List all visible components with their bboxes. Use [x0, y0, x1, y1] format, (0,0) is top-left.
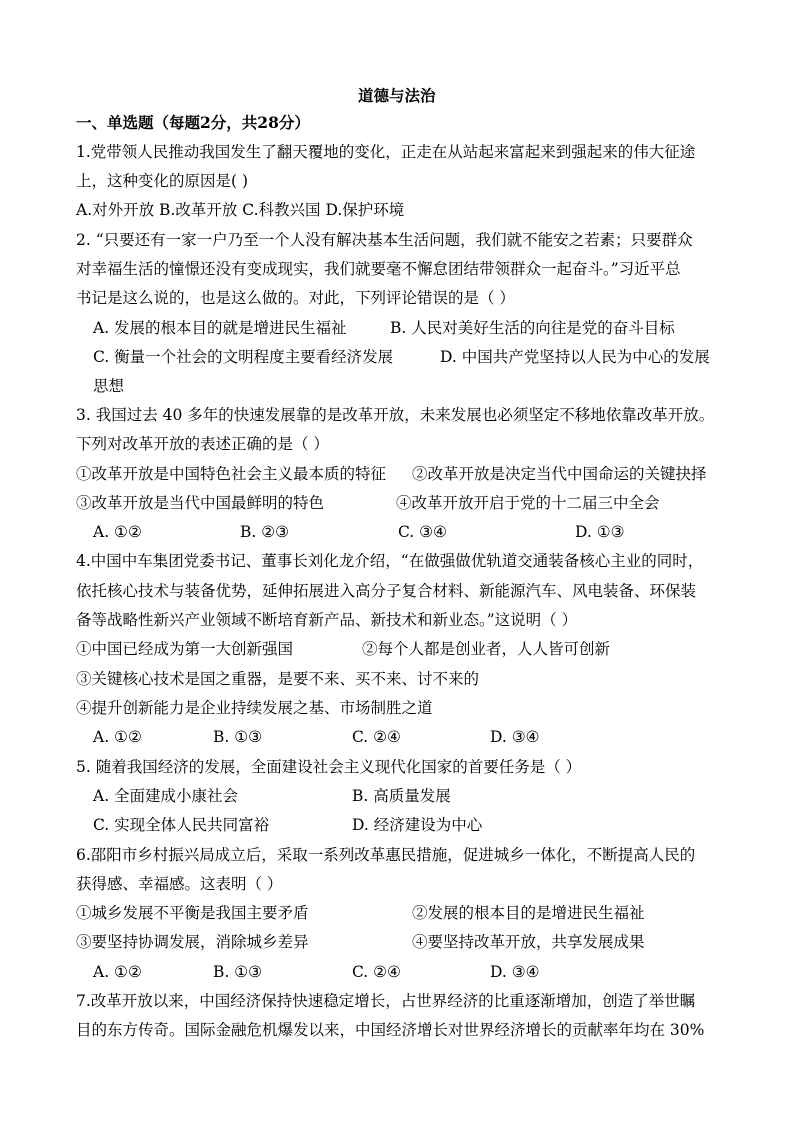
q3-stem-line-1: 3. 我国过去 40 多年的快速发展靠的是改革开放，未来发展也必须坚定不移地依靠改革开放。 [76, 406, 715, 424]
q3-option-d: D. ①③ [575, 523, 625, 541]
q2-stem-line-3: 书记是这么说的，也是这么做的。对此，下列评论错误的是（ ） [76, 289, 515, 307]
q6-option-c: C. ②④ [352, 963, 401, 981]
q1-stem-line-1: 1.党带领人民推动我国发生了翻天覆地的变化，正走在从站起来富起来到强起来的伟大征途 [76, 143, 696, 161]
q3-item-2: ②改革开放是决定当代中国命运的关键抉择 [412, 465, 707, 483]
q4-item-1: ①中国已经成为第一大创新强国 [76, 640, 294, 658]
q2-option-b: B. 人民对美好生活的向往是党的奋斗目标 [390, 319, 675, 337]
q2-option-c: C. 衡量一个社会的文明程度主要看经济发展 [93, 348, 394, 366]
q6-option-a: A. ①② [93, 963, 142, 981]
q6-option-b: B. ①③ [213, 963, 263, 981]
q3-option-a: A. ①② [93, 523, 142, 541]
q4-option-a: A. ①② [93, 728, 142, 746]
q5-option-c: C. 实现全体人民共同富裕 [93, 816, 270, 834]
q5-option-d: D. 经济建设为中心 [352, 816, 483, 834]
q3-item-3: ③改革开放是当代中国最鲜明的特色 [76, 494, 325, 512]
q7-stem-line-2: 目的东方传奇。国际金融危机爆发以来，中国经济增长对世界经济增长的贡献率年均在 30% [76, 1021, 705, 1039]
q2-option-d: D. 中国共产党坚持以人民为中心的发展 [440, 348, 710, 366]
q4-option-b: B. ①③ [213, 728, 263, 746]
q4-stem-line-3: 备等战略性新兴产业领域不断培育新产品、新技术和新业态。”这说明（ ） [76, 611, 578, 629]
q3-item-1: ①改革开放是中国特色社会主义最本质的特征 [76, 465, 387, 483]
q4-stem-line-1: 4.中国中车集团党委书记、董事长刘化龙介绍，“在做强做优轨道交通装备核心主业的同时， [76, 552, 704, 570]
q6-option-d: D. ③④ [490, 963, 540, 981]
q3-item-4: ④改革开放开启于党的十二届三中全会 [396, 494, 660, 512]
q2-stem-line-1: 2. “只要还有一家一户乃至一个人没有解决基本生活问题，我们就不能安之若素；只要群众 [76, 231, 693, 249]
q4-option-d: D. ③④ [490, 728, 540, 746]
q6-stem-line-1: 6.邵阳市乡村振兴局成立后，采取一系列改革惠民措施，促进城乡一体化，不断提高人民的 [76, 846, 696, 864]
q4-item-2: ②每个人都是创业者，人人皆可创新 [362, 640, 611, 658]
q3-stem-line-2: 下列对改革开放的表述正确的是（ ） [76, 435, 329, 453]
q1-stem-line-2: 上，这种变化的原因是( ) [76, 172, 249, 190]
q4-stem-line-2: 依托核心技术与装备优势，延伸拓展进入高分子复合材料、新能源汽车、风电装备、环保装 [76, 582, 697, 600]
page-title: 道德与法治 [358, 86, 436, 105]
q5-option-a: A. 全面建成小康社会 [93, 787, 239, 805]
q6-stem-line-2: 获得感、幸福感。这表明（ ） [76, 875, 283, 893]
q6-item-1: ①城乡发展不平衡是我国主要矛盾 [76, 904, 309, 922]
q4-item-4: ④提升创新能力是企业持续发展之基、市场制胜之道 [76, 699, 433, 717]
q4-option-c: C. ②④ [352, 728, 401, 746]
q5-option-b: B. 高质量发展 [352, 787, 451, 805]
section-heading: 一、单选题（每题2分，共28分） [76, 113, 310, 132]
q6-item-4: ④要坚持改革开放，共享发展成果 [412, 933, 645, 951]
q4-item-3: ③关键核心技术是国之重器，是要不来、买不来、讨不来的 [76, 670, 480, 688]
q1-options: A.对外开放 B.改革开放 C.科教兴国 D.保护环境 [76, 201, 405, 219]
q3-option-b: B. ②③ [240, 523, 290, 541]
q2-option-d-continued: 思想 [93, 377, 125, 395]
q2-option-a: A. 发展的根本目的就是增进民生福祉 [93, 319, 347, 337]
q5-stem: 5. 随着我国经济的发展，全面建设社会主义现代化国家的首要任务是（ ） [76, 758, 582, 776]
q2-stem-line-2: 对幸福生活的憧憬还没有变成现实，我们就要毫不懈怠团结带领群众一起奋斗。”习近平总 [76, 260, 681, 278]
q7-stem-line-1: 7.改革开放以来，中国经济保持快速稳定增长，占世界经济的比重逐渐增加，创造了举世瞩 [76, 992, 696, 1010]
q3-option-c: C. ③④ [398, 523, 447, 541]
q6-item-3: ③要坚持协调发展，消除城乡差异 [76, 933, 309, 951]
q6-item-2: ②发展的根本目的是增进民生福祉 [412, 904, 645, 922]
